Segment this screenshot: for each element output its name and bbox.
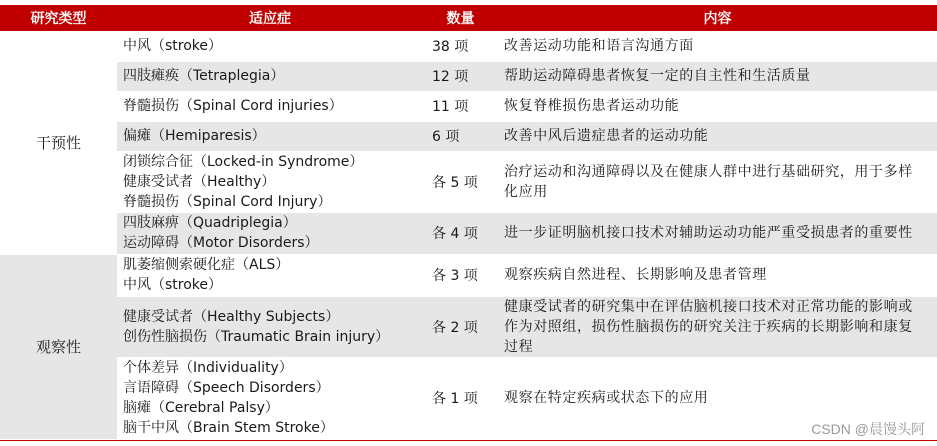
table-row: [0, 357, 937, 439]
indication-label: 脑干中风（Brain Stem Stroke）: [123, 420, 334, 437]
indication-label: 偏瘫（Hemiparesis）: [123, 128, 266, 144]
table-header: [0, 5, 937, 31]
table-row: [0, 151, 937, 212]
indication-label: 言语障碍（Speech Disorders）: [123, 380, 330, 397]
count-cell: 各 3 项: [423, 254, 498, 296]
count-cell: 11 项: [423, 91, 498, 121]
content-cell: 帮助运动障碍患者恢复一定的自主性和生活质量: [498, 61, 937, 91]
watermark: CSDN @晨馒头阿: [811, 421, 925, 437]
indication-label: 肌萎缩侧索硬化症（ALS）: [123, 257, 290, 273]
study-type-interventional: 干预性: [0, 31, 117, 254]
content-cell: 进一步证明脑机接口技术对辅助运动功能严重受损患者的重要性: [498, 212, 937, 254]
table-row: [0, 296, 937, 357]
table-row: [0, 61, 937, 91]
indication-label: 健康受试者（Healthy Subjects）: [123, 308, 340, 325]
indication-label: 运动障碍（Motor Disorders）: [123, 235, 319, 251]
indication-label: 中风（stroke）: [123, 37, 223, 54]
content-cell: 改善中风后遗症患者的运动功能: [498, 121, 937, 151]
count-cell: 各 1 项: [432, 391, 478, 408]
count-cell: 6 项: [423, 121, 498, 151]
count-cell: 各 5 项: [423, 151, 498, 212]
indication-label: 创伤性脑损伤（Traumatic Brain injury）: [123, 328, 390, 345]
indication-label: 四肢瘫痪（Tetraplegia）: [123, 68, 285, 84]
indication-label: 脑瘫（Cerebral Palsy）: [123, 400, 279, 417]
header-indication: 适应症: [117, 5, 423, 31]
table-bottom-rule: [0, 440, 937, 441]
indication-label: 脊髓损伤（Spinal Cord injuries）: [123, 98, 343, 114]
indication-label: 中风（stroke）: [123, 277, 223, 293]
indication-table: [0, 5, 937, 440]
content-cell: 健康受试者的研究集中在评估脑机接口技术对正常功能的影响或作为对照组，损伤性脑损伤的研究关注于疾病的长期影响和康复过程: [498, 296, 937, 357]
content-cell: 观察疾病自然进程、长期影响及患者管理: [498, 254, 937, 296]
table-row: [0, 91, 937, 121]
count-cell: 各 2 项: [423, 296, 498, 357]
count-cell: 38 项: [423, 31, 498, 61]
header-count: 数量: [423, 5, 498, 31]
indication-label: 脊髓损伤（Spinal Cord Injury）: [123, 193, 332, 210]
count-cell: 12 项: [423, 61, 498, 91]
content-cell: 改善运动功能和语言沟通方面: [498, 31, 937, 61]
content-cell: 恢复脊椎损伤患者运动功能: [498, 91, 937, 121]
study-type-observational: 观察性: [0, 254, 117, 439]
indication-label: 健康受试者（Healthy）: [123, 173, 276, 190]
table-row: [0, 121, 937, 151]
content-cell: 治疗运动和沟通障碍以及在健康人群中进行基础研究，用于多样化应用: [498, 151, 937, 212]
indication-label: 四肢麻痹（Quadriplegia）: [123, 215, 297, 231]
header-type: 研究类型: [0, 5, 117, 31]
header-content: 内容: [498, 5, 937, 31]
count-cell: 各 4 项: [423, 212, 498, 254]
table-row: [0, 254, 937, 296]
indication-label: 个体差异（Individuality）: [123, 360, 293, 377]
table-row: [0, 31, 937, 61]
table-row: [0, 212, 937, 254]
indication-label: 闭锁综合征（Locked-in Syndrome）: [123, 153, 364, 170]
content-cell: 观察在特定疾病或状态下的应用: [504, 390, 709, 407]
